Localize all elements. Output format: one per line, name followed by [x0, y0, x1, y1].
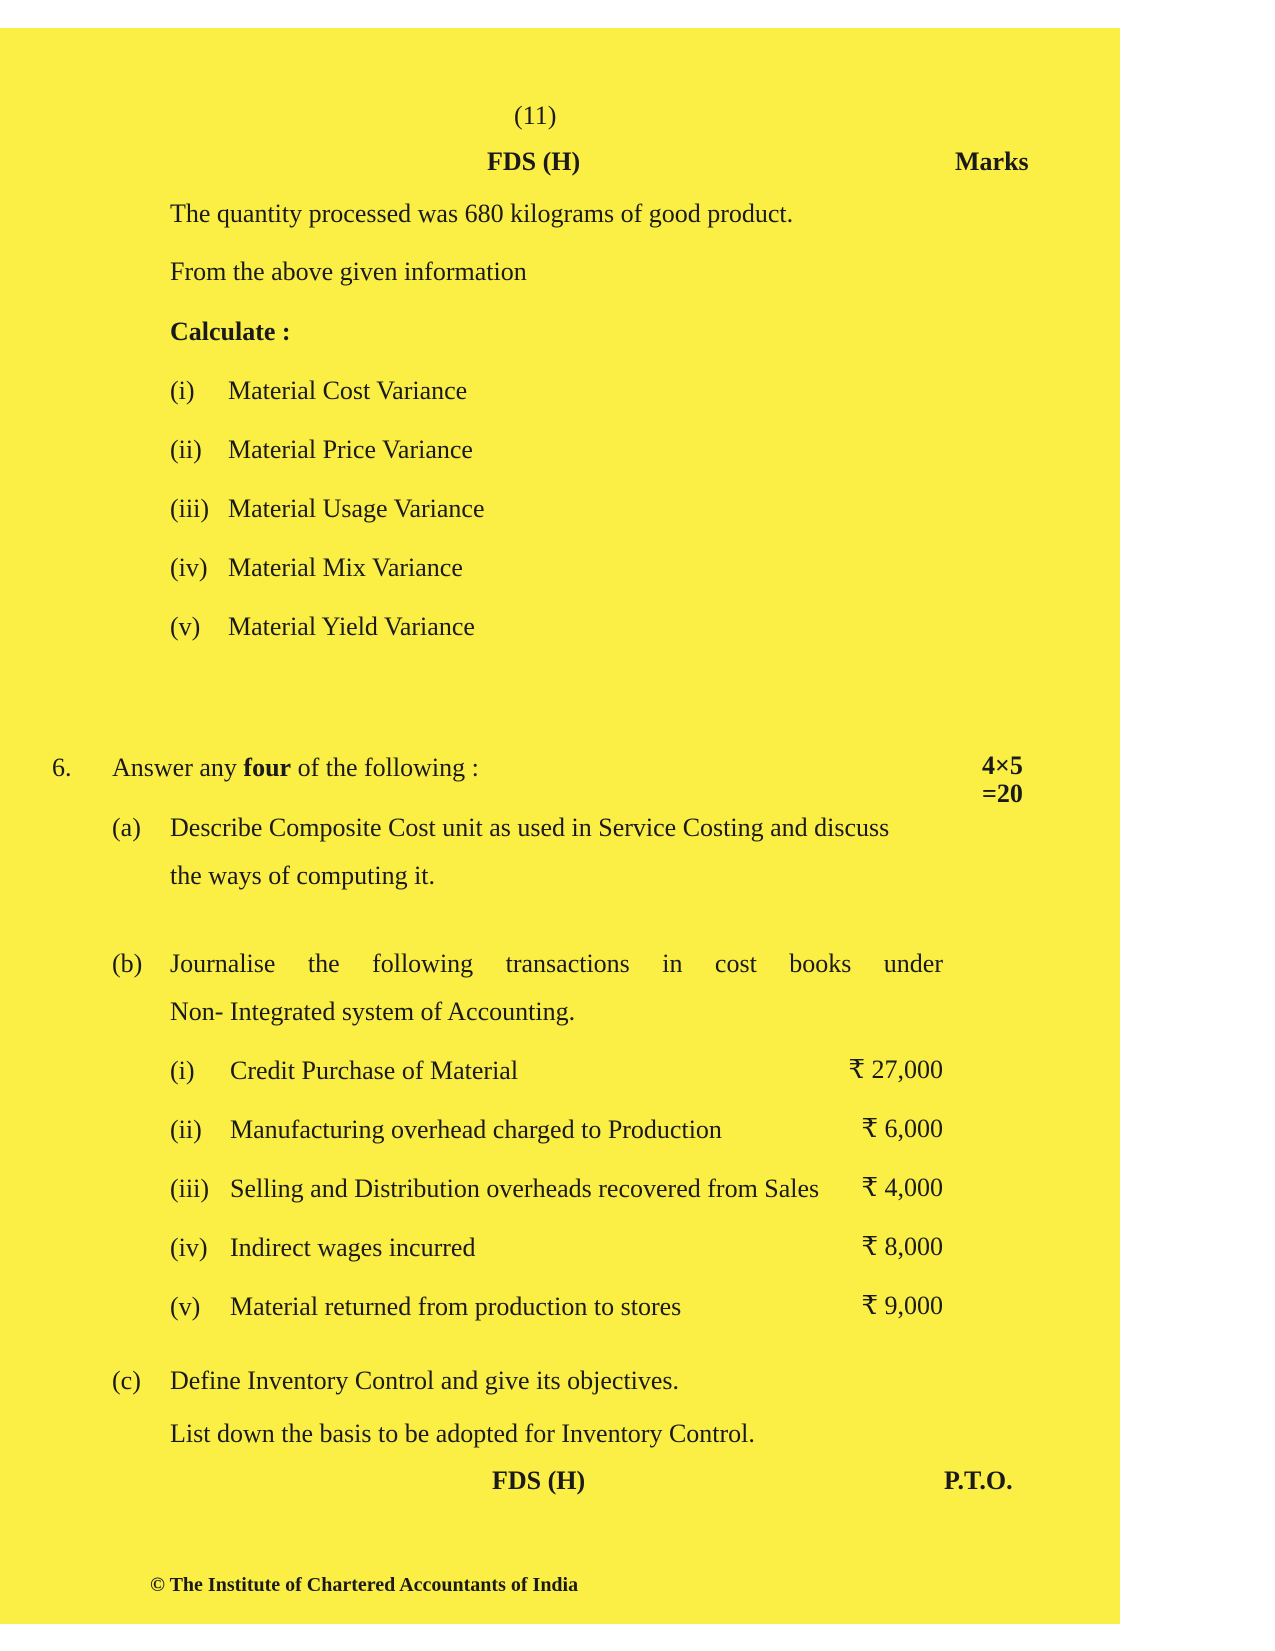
paper-code-header: FDS (H) — [487, 147, 581, 176]
journal-item-number: (iv) — [170, 1233, 208, 1262]
calc-item-number: (i) — [170, 376, 195, 405]
journal-item-amount: ₹ 9,000 — [861, 1291, 943, 1320]
calc-item-number: (v) — [170, 612, 201, 641]
copyright-notice: © The Institute of Chartered Accountants of India — [150, 1574, 579, 1596]
page-number: (11) — [514, 101, 557, 130]
marks-heading: Marks — [955, 147, 1029, 176]
calc-item-text: Material Usage Variance — [228, 494, 485, 523]
marks-allocation: 4×5 — [982, 751, 1023, 780]
journal-item-number: (iii) — [170, 1174, 209, 1203]
part-b-line2: Non- Integrated system of Accounting. — [170, 997, 576, 1026]
journal-item-amount: ₹ 8,000 — [861, 1232, 943, 1261]
quantity-text: The quantity processed was 680 kilograms of good product. — [170, 199, 794, 228]
journal-item-text: Selling and Distribution overheads recovered from Sales — [230, 1174, 820, 1203]
part-c-line1: Define Inventory Control and give its objectives. — [170, 1366, 680, 1395]
marks-total: =20 — [982, 779, 1023, 808]
journal-item-amount: ₹ 27,000 — [848, 1055, 943, 1084]
calculate-heading: Calculate : — [170, 317, 291, 346]
part-b-line1: Journalise the following transactions in cost books under — [170, 949, 943, 978]
intro-text: Answer any — [112, 753, 244, 782]
journal-item-number: (i) — [170, 1056, 195, 1085]
journal-item-text: Indirect wages incurred — [230, 1233, 476, 1262]
calc-item-number: (iii) — [170, 494, 209, 523]
pto-label: P.T.O. — [944, 1466, 1013, 1495]
part-a-line2: the ways of computing it. — [170, 861, 436, 890]
calc-item-text: Material Yield Variance — [228, 612, 475, 641]
calc-item-number: (ii) — [170, 435, 202, 464]
journal-item-text: Credit Purchase of Material — [230, 1056, 519, 1085]
calc-item-text: Material Price Variance — [228, 435, 473, 464]
journal-item-amount: ₹ 4,000 — [861, 1173, 943, 1202]
calc-item-text: Material Cost Variance — [228, 376, 468, 405]
part-c-line2: List down the basis to be adopted for Inventory Control. — [170, 1419, 755, 1448]
from-text: From the above given information — [170, 257, 527, 286]
paper-code-footer: FDS (H) — [492, 1466, 586, 1495]
intro-text: of the following : — [291, 753, 479, 782]
intro-emphasis: four — [243, 753, 292, 782]
part-a-label: (a) — [112, 813, 141, 842]
journal-item-amount: ₹ 6,000 — [861, 1114, 943, 1143]
calc-item-number: (iv) — [170, 553, 208, 582]
journal-item-text: Manufacturing overhead charged to Production — [230, 1115, 722, 1144]
part-b-label: (b) — [112, 949, 143, 978]
part-c-label: (c) — [112, 1366, 141, 1395]
part-a-line1: Describe Composite Cost unit as used in Service Costing and discuss — [170, 813, 890, 842]
question-number: 6. — [52, 753, 72, 782]
journal-item-text: Material returned from production to stores — [230, 1292, 682, 1321]
journal-item-number: (v) — [170, 1292, 201, 1321]
question-6-intro — [112, 752, 479, 783]
journal-item-number: (ii) — [170, 1115, 202, 1144]
calc-item-text: Material Mix Variance — [228, 553, 463, 582]
